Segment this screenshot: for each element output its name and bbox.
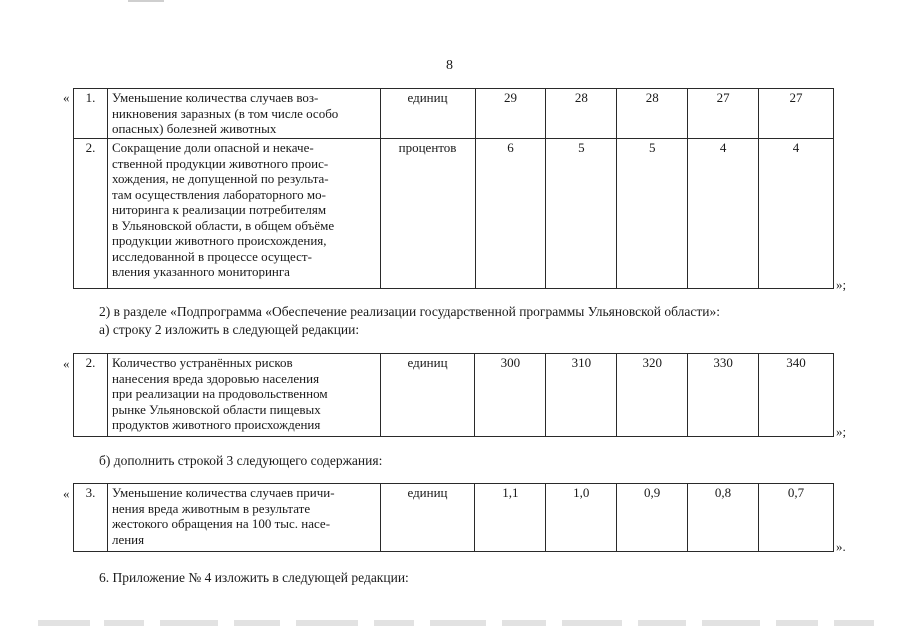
desc-line: продуктов животного происхождения [111,417,321,432]
desc-line: Сокращение доли опасной и некаче- [111,140,314,155]
row-unit: процентов [380,139,475,289]
row-value-3: 28 [617,89,688,139]
row-value-2: 28 [546,89,617,139]
table-row [74,89,834,139]
indicator-table-3 [73,483,834,552]
row-description [107,354,380,437]
scan-artifact-bottom [0,612,905,640]
table1-open-quote: « [63,90,70,105]
row-value-1: 1,1 [475,484,546,552]
row-value-4: 4 [688,139,759,289]
scan-artifact-top [128,0,164,2]
desc-line: хождения, не допущенной по результа- [111,171,329,186]
paragraph-item-6: 6. Приложение № 4 изложить в следующей редакции: [99,570,409,585]
row-unit: единиц [380,89,475,139]
table3-close-quote: ». [836,539,846,554]
desc-line: никновения заразных (в том числе особо [111,105,339,121]
row-value-2: 310 [546,354,617,437]
row-value-4: 0,8 [688,484,759,552]
row-value-3: 5 [617,139,688,289]
row-value-5: 27 [759,89,834,139]
row-value-5: 340 [759,354,834,437]
desc-line: при реализации на продовольственном [111,386,328,401]
desc-line: вления указанного мониторинга [111,264,290,279]
desc-line: в Ульяновской области, в общем объёме [111,217,335,233]
row-number: 1. [74,89,108,139]
desc-line: нанесения вреда здоровью населения [111,370,320,386]
row-value-1: 6 [475,139,546,289]
desc-line: ственной продукции животного проис- [111,155,329,171]
table-row [74,484,834,552]
desc-line: Уменьшение количества случаев воз- [111,90,319,105]
desc-line: ления [111,531,145,547]
table3-open-quote: « [63,486,70,501]
paragraph-item-a: а) строку 2 изложить в следующей редакции: [99,322,360,337]
row-value-3: 0,9 [617,484,688,552]
desc-line: жестокого обращения на 100 тыс. насе- [111,516,331,531]
desc-line: рынке Ульяновской области пищевых [111,401,321,417]
indicator-table-1 [73,88,834,289]
desc-line: нения вреда животным в результате [111,500,311,516]
desc-line: Количество устранённых рисков [111,355,293,370]
row-number: 2. [74,139,108,289]
row-description [107,484,380,552]
row-value-5: 0,7 [759,484,834,552]
row-description [107,139,380,289]
row-value-4: 27 [688,89,759,139]
indicator-table-2 [73,353,834,437]
desc-line: Уменьшение количества случаев причи- [111,485,335,500]
row-value-5: 4 [759,139,834,289]
table2-close-quote: »; [836,424,847,439]
table2-open-quote: « [63,356,70,371]
row-number: 3. [74,484,108,552]
desc-line: опасных) болезней животных [111,121,277,136]
table1-close-quote: »; [836,277,847,292]
row-value-2: 5 [546,139,617,289]
row-value-3: 320 [617,354,688,437]
page-number: 8 [446,58,453,73]
table-row [74,354,834,437]
table-row [74,139,834,289]
desc-line: ниторинга к реализации потребителям [111,202,327,217]
row-value-2: 1,0 [546,484,617,552]
row-description [107,89,380,139]
desc-line: исследованной в процессе осущест- [111,248,312,264]
row-value-1: 29 [475,89,546,139]
row-unit: единиц [380,484,475,552]
desc-line: продукции животного происхождения, [111,233,327,248]
desc-line: там осуществления лабораторного мо- [111,186,326,202]
row-value-1: 300 [475,354,546,437]
paragraph-item-b: б) дополнить строкой 3 следующего содержания: [99,453,383,468]
row-unit: единиц [380,354,475,437]
row-number: 2. [74,354,108,437]
paragraph-section-2: 2) в разделе «Подпрограмма «Обеспечение реализации государственной программы Ульяновской области»: [99,304,720,319]
row-value-4: 330 [688,354,759,437]
